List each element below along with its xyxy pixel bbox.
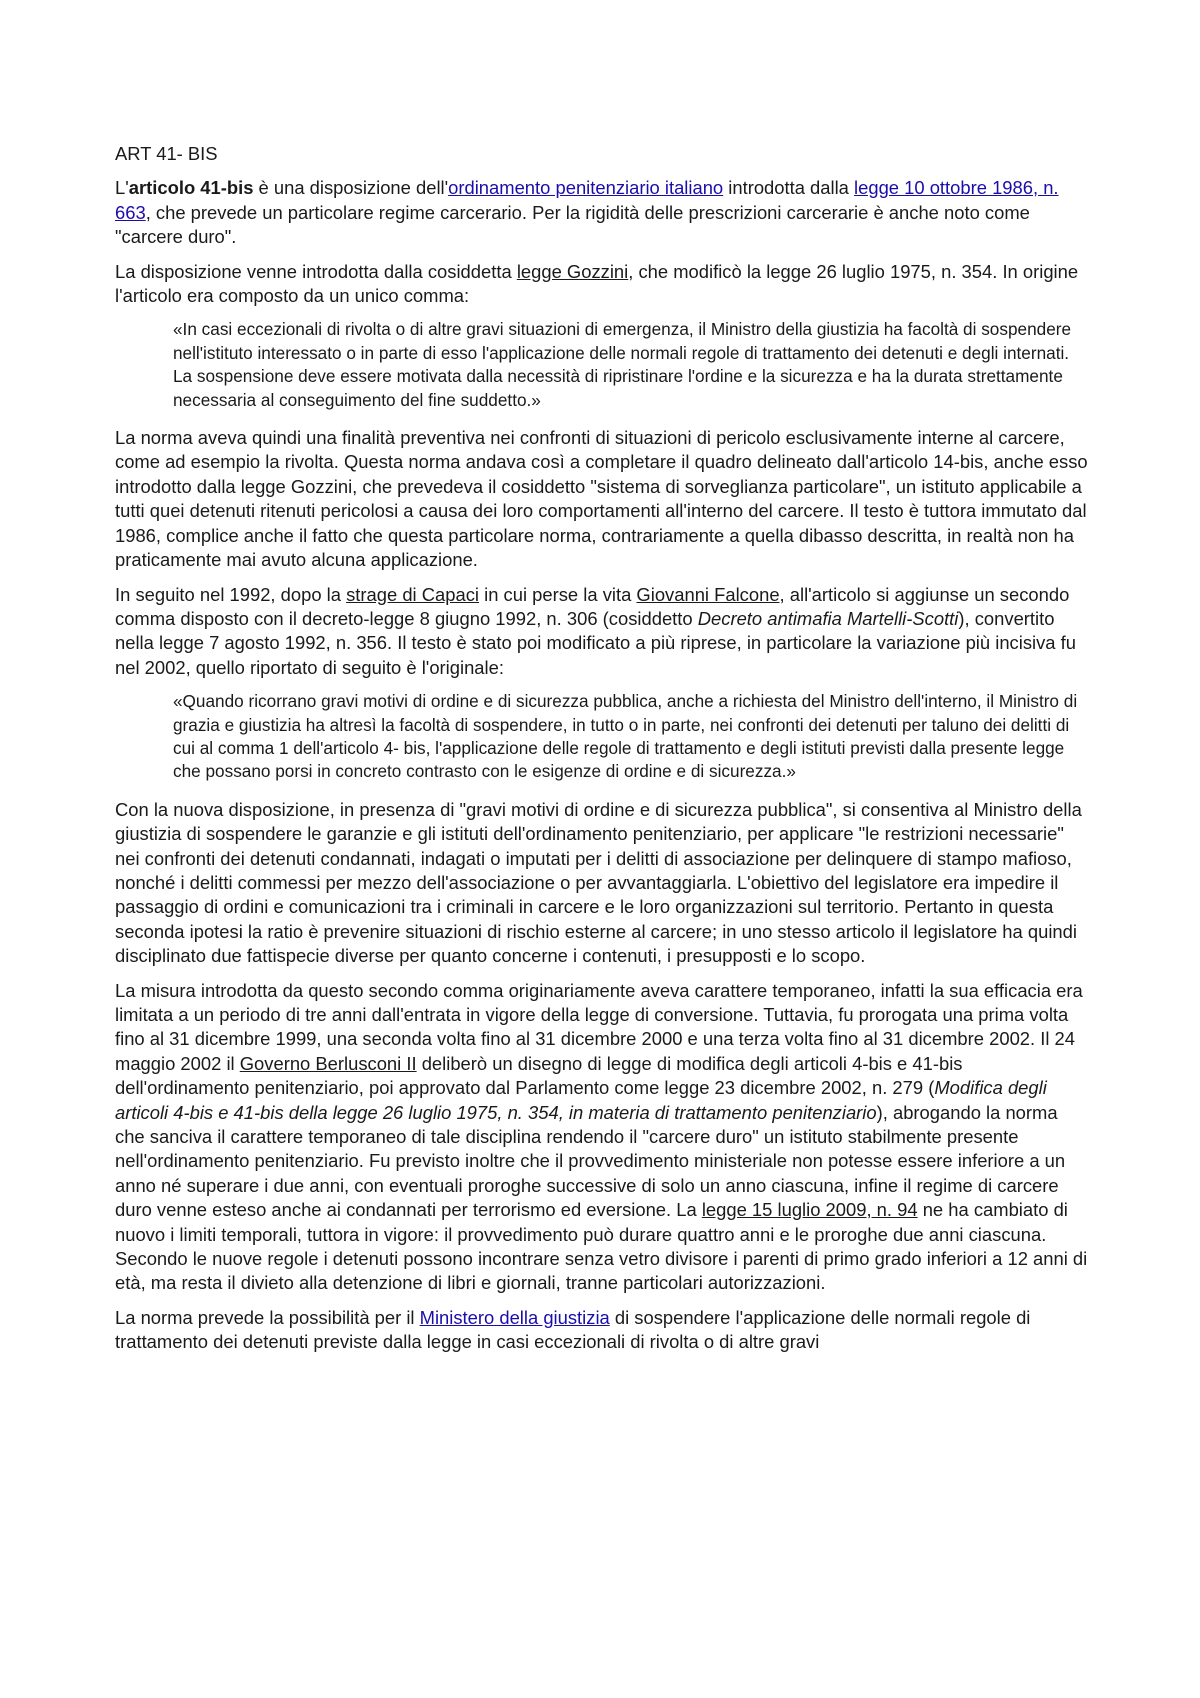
link-legge-2009[interactable]: legge 15 luglio 2009, n. 94 [701,1199,918,1221]
text-run: in cui perse la vita [479,583,637,605]
paragraph-ministry [115,1306,1090,1355]
link-legge-663[interactable]: legge 10 ottobre 1986, n. 663 [115,177,1059,223]
paragraph-temporary-measure [115,979,1090,1296]
text-run: deliberò un disegno di legge di modifica degli articoli 4-bis e 41-bis dell'ordinamento penitenziario, poi approvato dal Parlamento come legge 23 dicembre 2002, n. 279 ( [115,1052,963,1099]
text-run: ), abrogando la norma che sanciva il carattere temporaneo di tale disciplina rendendo il "carcere duro" un istituto stabilmente presente nell'ordinamento penitenziario. Fu previsto inoltre che il provvedimento ministeriale non potesse essere inferiore a un anno né superare i due anni, con eventuali proroghe successive di solo un anno ciascuna, infine il regime di carcere duro venne esteso anche ai condannati per terrorismo ed eversione. La [115,1101,1066,1221]
italic-term: Decreto antimafia Martelli-Scotti [697,607,959,629]
document-title: ART 41- BIS [115,143,218,164]
text-run: L' [115,177,129,199]
text-run: ne ha cambiato di nuovo i limiti temporali, tuttora in vigore: il provvedimento può durare quattro anni e le proroghe due anni ciascuna. Secondo le nuove regole i detenuti possono incontrare senza vetro divisore i parenti di primo grado inferiori a 12 anni di età, ma resta il divieto alla detenzione di libri e giornali, tranne particolari autorizzazioni. [115,1199,1088,1294]
paragraph-1992 [115,583,1090,681]
text-run: , che prevede un particolare regime carcerario. Per la rigidità delle prescrizioni carcerarie è anche noto come "carcere duro". [115,201,1030,248]
paragraph-preventive: La norma aveva quindi una finalità preventiva nei confronti di situazioni di pericolo esclusivamente interne al carcere, come ad esempio la rivolta. Questa norma andava così a completare il quadro delineato dall'articolo 14-bis, anche esso introdotto dalla legge Gozzini, che prevedeva il cosiddetto "sistema di sorveglianza particolare", un istituto applicabile a tutti quei detenuti ritenuti pericolosi a causa dei loro comportamenti all'interno del carcere. Il testo è tuttora immutato dal 1986, complice anche il fatto che questa particolare norma, contrariamente a quella dibasso descritta, in realtà non ha praticamente mai avuto alcuna applicazione. [115,427,1088,571]
bold-term: articolo 41-bis [128,177,254,199]
paragraph-intro [115,176,1090,249]
link-governo-berlusconi[interactable]: Governo Berlusconi II [239,1052,417,1074]
link-strage-capaci[interactable]: strage di Capaci [346,583,479,605]
link-ministero-giustizia[interactable]: Ministero della giustizia [419,1306,610,1328]
italic-term: Modifica degli articoli 4-bis e 41-bis della legge 26 luglio 1975, n. 354, in materia di trattamento penitenziario [115,1077,1047,1123]
text-run: di sospendere l'applicazione delle normali regole di trattamento dei detenuti previste dalla legge in casi eccezionali di rivolta o di altre gravi [115,1306,1031,1353]
text-run: , che modificò la legge 26 luglio 1975, n. 354. In origine l'articolo era composto da un unico comma: [115,260,1079,307]
link-giovanni-falcone[interactable]: Giovanni Falcone [636,583,780,605]
text-run: La disposizione venne introdotta dalla cosiddetta [115,260,517,282]
quote-first-comma: «In casi eccezionali di rivolta o di altre gravi situazioni di emergenza, il Ministro della giustizia ha facoltà di sospendere nell'istituto interessato o in parte di esso l'applicazione delle normali regole di trattamento dei detenuti e degli internati. La sospensione deve essere motivata dalla necessità di ripristinare l'ordine e la sicurezza e ha la durata strettamente necessaria al conseguimento del fine suddetto.» [173,319,1072,410]
document-page [115,142,1090,1365]
link-ordinamento-penitenziario[interactable]: ordinamento penitenziario italiano [448,177,724,199]
paragraph-new-disposition: Con la nuova disposizione, in presenza di "gravi motivi di ordine e di sicurezza pubblica", si consentiva al Ministro della giustizia di sospendere le garanzie e gli istituti dell'ordinamento penitenziario, per applicare "le restrizioni necessarie" nei confronti dei detenuti condannati, indagati o imputati per i delitti di associazione per delinquere di stampo mafioso, nonché i delitti commessi per mezzo dell'associazione o per avvantaggiarla. L'obiettivo del legislatore era impedire il passaggio di ordini e comunicazioni tra i criminali in carcere e le loro organizzazioni sul territorio. Pertanto in questa seconda ipotesi la ratio è prevenire situazioni di rischio esterne al carcere; in uno stesso articolo il legislatore ha quindi disciplinato due fattispecie diverse per quanto concerne i contenuti, i presupposti e lo scopo. [115,798,1082,967]
text-run: In seguito nel 1992, dopo la [115,583,347,605]
text-run: è una disposizione dell' [253,177,449,199]
text-run: introdotta dalla [723,177,855,199]
quote-second-comma: «Quando ricorrano gravi motivi di ordine e di sicurezza pubblica, anche a richiesta del Ministro dell'interno, il Ministro di grazia e giustizia ha altresì la facoltà di sospendere, in tutto o in parte, nei confronti dei detenuti per taluno dei delitti di cui al comma 1 dell'articolo 4- bis, l'applicazione delle regole di trattamento e degli istituti previsti dalla presente legge che possano porsi in concreto contrasto con le esigenze di ordine e di sicurezza.» [173,691,1078,782]
text-run: ), convertito nella legge 7 agosto 1992, n. 356. Il testo è stato poi modificato a più riprese, in particolare la variazione più incisiva fu nel 2002, quello riportato di seguito è l'originale: [115,607,1076,678]
link-legge-gozzini[interactable]: legge Gozzini [516,260,629,282]
text-run: La misura introdotta da questo secondo comma originariamente aveva carattere temporaneo, infatti la sua efficacia era limitata a un periodo di tre anni dall'entrata in vigore della legge di conversione. Tuttavia, fu prorogata una prima volta fino al 31 dicembre 1999, una seconda volta fino al 31 dicembre 2000 e una terza volta fino al 31 dicembre 2002. Il 24 maggio 2002 il [115,979,1083,1074]
text-run: La norma prevede la possibilità per il [115,1306,420,1328]
text-run: , all'articolo si aggiunse un secondo comma disposto con il decreto-legge 8 giugno 1992, n. 306 (cosiddetto [115,583,1070,629]
paragraph-origin [115,260,1090,309]
